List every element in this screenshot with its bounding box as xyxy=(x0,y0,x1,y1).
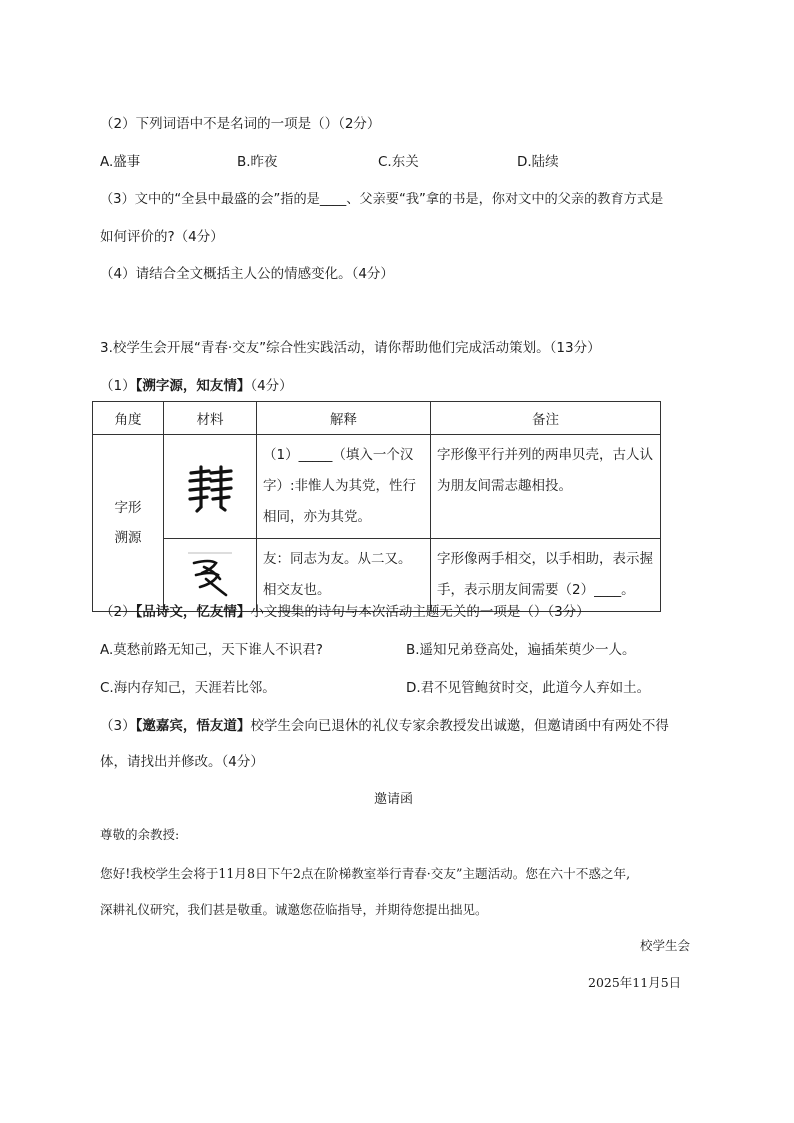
section3-title: 3.校学生会开展“青春·交友”综合性实践活动，请你帮助他们完成活动策划。（13分） xyxy=(100,340,601,356)
table-row xyxy=(93,435,661,539)
header-note: 备注 xyxy=(431,402,661,435)
part1-prefix: （1） xyxy=(100,378,136,394)
part2-option-d: D.君不见管鲍贫时交，此道今人弃如土。 xyxy=(406,680,651,696)
angle-line1: 字形 xyxy=(114,500,142,516)
letter-signature: 校学生会 xyxy=(640,938,691,953)
q2-stem: （2）下列词语中不是名词的一项是（）（2分） xyxy=(100,116,381,132)
note-text-1: 字形像平行并列的两串贝壳，古人认为朋友间需志趣相投。 xyxy=(437,447,653,494)
q3-line2: 如何评价的?（4分） xyxy=(100,229,224,245)
note-text-2: 字形像两手相交，以手相助，表示握手，表示朋友间需要（2）____。 xyxy=(437,551,653,598)
q2-option-a: A.盛事 xyxy=(100,154,141,170)
part3-prefix: （3） xyxy=(100,718,136,734)
etymology-table xyxy=(92,401,661,612)
q2-option-c: C.东关 xyxy=(378,154,419,170)
angle-cell xyxy=(93,435,164,612)
table-header-row xyxy=(93,402,661,435)
part2-rest: 小文搜集的诗句与本次活动主题无关的一项是（）（3分） xyxy=(250,604,590,620)
letter-body-line2: 深耕礼仪研究，我们甚是敬重。诚邀您莅临指导，并期待您提出拙见。 xyxy=(100,902,488,917)
header-explain: 解释 xyxy=(257,402,431,435)
part1-bracket: 【溯字源，知友情】 xyxy=(135,378,251,394)
letter-title: 邀请函 xyxy=(374,792,414,807)
q3-line1: （3）文中的“全县中最盛的会”指的是____、父亲要“我”拿的书是，你对文中的父亲的教育方式是 xyxy=(100,192,664,207)
header-angle: 角度 xyxy=(93,402,164,435)
note-cell-1 xyxy=(431,435,661,539)
part2-option-c: C.海内存知己，天涯若比邻。 xyxy=(100,680,276,696)
explain-text-1: （1）_____（填入一个汉字）:非惟人为其党，性行相同，亦为其党。 xyxy=(263,447,417,525)
q4-stem: （4）请结合全文概括主人公的情感变化。（4分） xyxy=(100,266,394,282)
part2-heading xyxy=(100,600,590,620)
q2-option-b: B.昨夜 xyxy=(237,154,278,170)
part1-score: （4分） xyxy=(250,378,293,394)
letter-body-line1: 您好!我校学生会将于11月8日下午2点在阶梯教室举行青春·交友”主题活动。您在六十不惑之年, xyxy=(100,866,631,881)
part3-rest: 校学生会向已退休的礼仪专家余教授发出诚邀，但邀请函中有两处不得 xyxy=(250,718,669,734)
letter-date: 2025年11月5日 xyxy=(588,975,682,990)
part2-prefix: （2） xyxy=(100,604,136,620)
part3-bracket: 【邀嘉宾，悟友道】 xyxy=(135,718,251,734)
part2-option-b: B.遥知兄弟登高处，遍插茱萸少一人。 xyxy=(406,642,636,658)
q2-option-d: D.陆续 xyxy=(517,154,559,170)
part2-bracket: 【品诗文，忆友情】 xyxy=(135,604,251,620)
seal-script-you-glyph-icon xyxy=(182,549,238,601)
seal-script-peng-glyph-icon xyxy=(181,461,239,513)
explain-text-2: 友：同志为友。从二又。相交友也。 xyxy=(263,551,412,598)
explain-cell-1 xyxy=(257,435,431,539)
material-cell-1 xyxy=(164,435,257,539)
part3-heading xyxy=(100,714,669,734)
header-material: 材料 xyxy=(164,402,257,435)
part3-line2: 体，请找出并修改。（4分） xyxy=(100,754,264,770)
angle-line2: 溯源 xyxy=(114,530,142,546)
letter-salutation: 尊敬的余教授: xyxy=(100,827,180,842)
part1-heading xyxy=(100,374,293,394)
part2-option-a: A.莫愁前路无知己，天下谁人不识君? xyxy=(100,642,323,658)
